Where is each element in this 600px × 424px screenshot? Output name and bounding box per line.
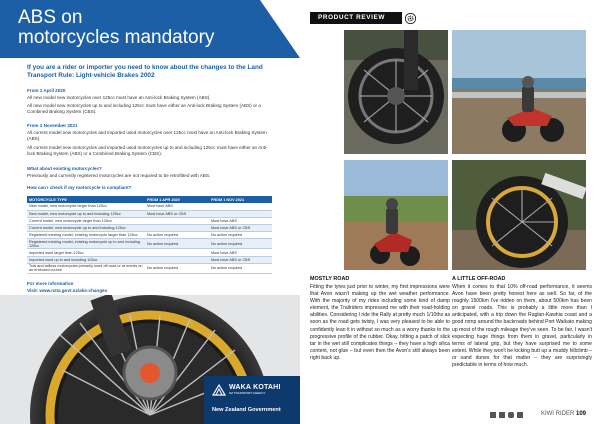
table-row: [27, 217, 272, 224]
table-cell: New model, new motorcycle up to and including 125cc: [27, 210, 145, 217]
table-cell: Must have ABS: [209, 217, 272, 224]
paragraph: Previously and currently registered motorcycles are not required to be retrofitted with ABS.: [27, 173, 211, 178]
table-row: [27, 232, 272, 239]
instagram-icon[interactable]: [508, 412, 514, 418]
info-link[interactable]: Visit: www.nzta.govt.nz/abs-changes: [27, 288, 108, 293]
table-cell: No action required: [145, 263, 209, 273]
page-footer: [541, 411, 586, 417]
table-cell: No action required: [209, 232, 272, 239]
compliance-table: [27, 196, 272, 274]
column-heading: A LITTLE OFF-ROAD: [452, 276, 506, 282]
table-cell: Must have ABS or CBS: [209, 256, 272, 263]
paragraph: All current model new motorcycles and imported used motorcycles up to and including 125cc must have either an Anti-lock Braking System (ABS) or a Combined Braking System (CBS).: [27, 145, 268, 156]
table-cell: Imported used up to and including 125cc: [27, 256, 145, 263]
column-text: When it comes to that 10% off-road performance, it seems Avon have been pretty honest here as well. So far, of the roughly 1500km I've ridden on them, about 500km has been on gravel roads. This is probably a little more than I anticipated, with a trip down the Raglan-Kawhia coast and a good romp around the backroads behind Port Waikato making up most of the rough mileage they've seen. To be fair, I wasn't expecting huge things from them in gravel, particularly in terms of lateral grip, but they have surprised me to some extent. While they won't be kicking butt up a muddy hillclimb – or sand dunes for that matter – they are surprisingly predictable in terms of how much.: [452, 284, 592, 369]
table-row: [27, 210, 272, 217]
table-cell: Must have ABS: [145, 203, 209, 210]
table-cell: No action required: [145, 232, 209, 239]
gear-icon: [405, 13, 416, 24]
table-row: [27, 239, 272, 249]
table-cell: [145, 217, 209, 224]
table-cell: Imported used larger than 125cc: [27, 249, 145, 256]
waka-kotahi-badge: [204, 376, 300, 424]
info-heading: For more information: [27, 281, 74, 286]
table-row: [27, 249, 272, 256]
section-heading: From 1 April 2020: [27, 88, 66, 93]
twitter-icon[interactable]: [499, 412, 505, 418]
nz-government-label: New Zealand Government: [212, 407, 281, 413]
table-cell: Must have ABS: [209, 249, 272, 256]
table-header-row: [27, 196, 272, 203]
product-review-label: PRODUCT REVIEW: [310, 12, 402, 24]
table-cell: Current model, new motorcycle larger than 125cc: [27, 217, 145, 224]
waka-kotahi-sub: NZ TRANSPORT AGENCY: [229, 391, 266, 395]
facebook-icon[interactable]: [490, 412, 496, 418]
table-cell: Must have ABS or CBS: [209, 225, 272, 232]
waka-kotahi-logo-icon: [212, 383, 226, 397]
table-cell: New model, new motorcycle larger than 125cc: [27, 203, 145, 210]
table-header: FROM 1 NOV 2021: [209, 196, 272, 203]
page-number: 109: [575, 411, 586, 417]
paragraph: All new model new motorcycles over 125cc must have an Anti-lock Braking System (ABS).: [27, 95, 211, 100]
table-cell: [209, 203, 272, 210]
magazine-name: KIWI RIDER: [540, 411, 575, 417]
table-cell: No action required: [209, 239, 272, 249]
table-row: [27, 263, 272, 273]
table-cell: [145, 249, 209, 256]
photo-tyre-closeup: [344, 30, 448, 154]
youtube-icon[interactable]: [517, 412, 523, 418]
table-cell: No action required: [145, 239, 209, 249]
table-cell: Registered existing model, existing motorcycle larger than 125cc: [27, 232, 145, 239]
table-header: MOTORCYCLE TYPE: [27, 196, 145, 203]
table-cell: Current model, new motorcycle up to and including 125cc: [27, 225, 145, 232]
table-cell: Registered existing model, existing motorcycle up to and including 125cc: [27, 239, 145, 249]
table-cell: [145, 225, 209, 232]
table-row: [27, 256, 272, 263]
paragraph: All current model new motorcycles and imported used motorcycles over 125cc must have an Anti-lock Braking System (ABS).: [27, 130, 267, 141]
social-icons: [490, 412, 530, 421]
right-page: [300, 0, 600, 424]
article-title: [18, 8, 214, 48]
column-text: Fitting the tyres just prior to winter, my first impressions were that Avon wasn't making up the wet weather performance. With the majority of my rides including some kind of damp element, the Trailriders impressed me with their road-holding abilities. Considering I ride the Rally at pretty much 1/10ths as soon as the road gets twisty, I was very pleased to be able to confidently lean it in without so much as a worry thanks to the progressive profile of the rubber. Okay, hitting a patch of slick tar in the wet still complicates things – they have a high silica content, not glue – but even then the Avon's still always been right back up.: [310, 284, 450, 361]
photo-rear-tyre: [452, 160, 586, 270]
title-line-2: motorcycles mandatory: [18, 27, 215, 48]
paragraph: All new model new motorcycles up to and including 125cc must have either an Anti-lock Braking System (ABS) or a Combined Braking System (CBS).: [27, 103, 261, 114]
photo-gravel-road: [344, 160, 448, 270]
intro-text: If you are a rider or importer you need to know about the changes to the Land Transport Rule: Light-vehicle Brakes 2002: [27, 64, 263, 79]
table-row: [27, 203, 272, 210]
table-cell: Trial and tailless motorcycles primarily used off-road or at events on an enclosed course: [27, 263, 145, 273]
section-heading: What about existing motorcycles?: [27, 166, 102, 171]
table-row: [27, 225, 272, 232]
title-line-1: ABS on: [18, 7, 83, 28]
section-heading: From 1 November 2021: [27, 123, 78, 128]
table-cell: Must have ABS or CBS: [145, 210, 209, 217]
table-cell: No action required: [209, 263, 272, 273]
table-cell: [145, 256, 209, 263]
section-heading: How can I check if my motorcycle is compliant?: [27, 185, 132, 190]
photo-beach-ride: [452, 30, 586, 154]
table-header: FROM 1 APR 2020: [145, 196, 209, 203]
table-cell: [209, 210, 272, 217]
column-heading: MOSTLY ROAD: [310, 276, 350, 282]
waka-kotahi-name: WAKA KOTAHI: [229, 384, 281, 391]
